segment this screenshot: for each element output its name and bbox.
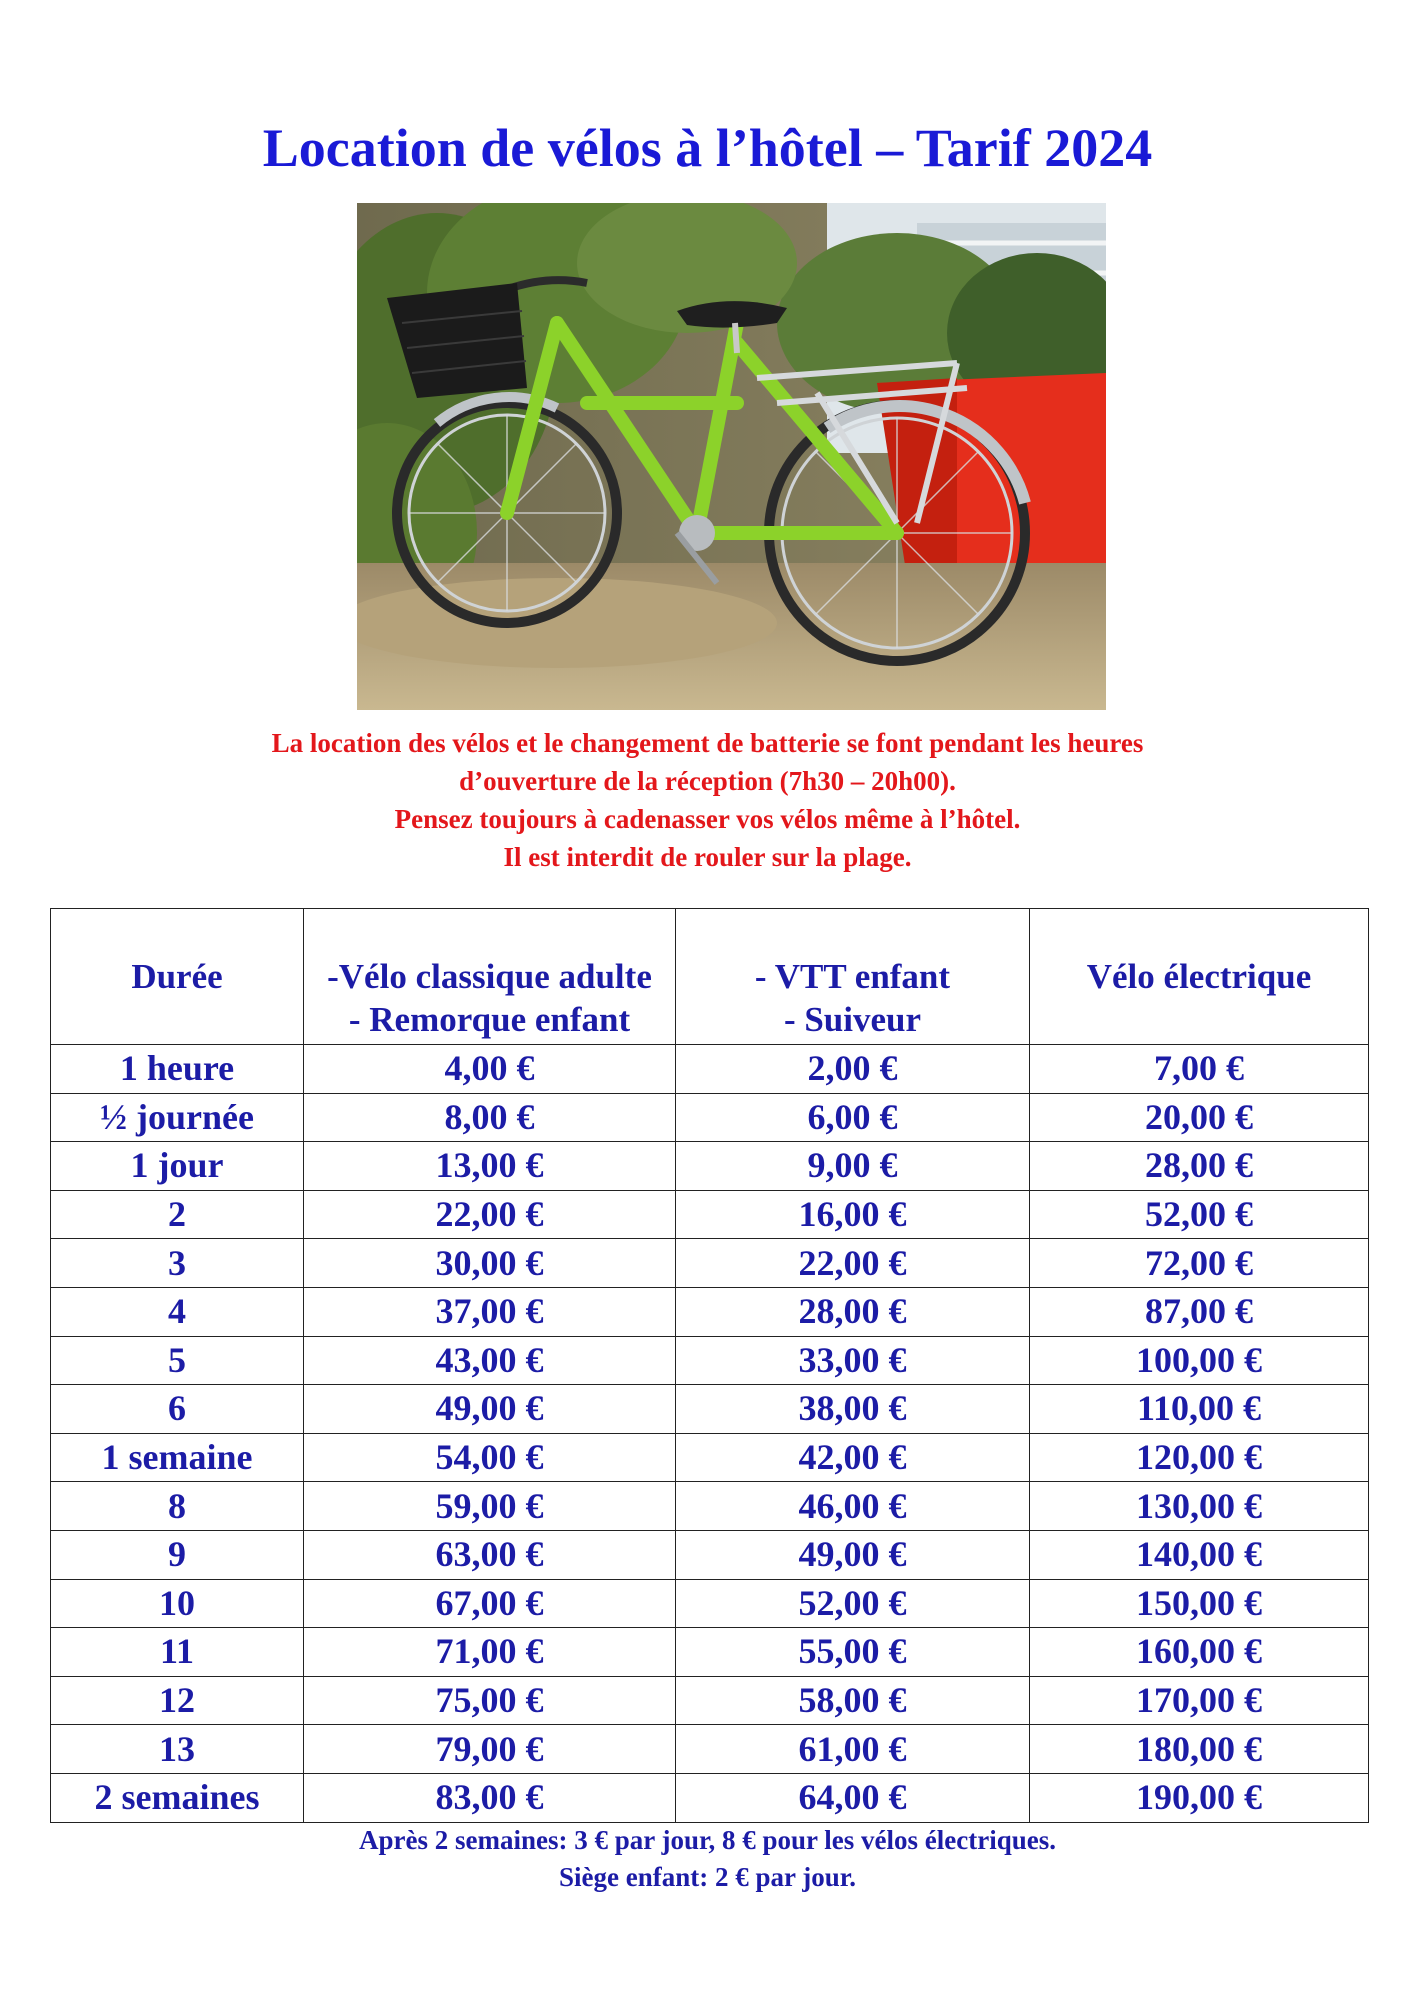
electric-price-cell: 28,00 € [1030,1142,1369,1191]
classic-price-cell: 79,00 € [304,1725,676,1774]
classic-price-cell: 22,00 € [304,1190,676,1239]
table-row [51,1190,1369,1239]
electric-price-cell: 20,00 € [1030,1093,1369,1142]
duration-cell: 9 [51,1530,304,1579]
header-classic-bike [304,909,676,1045]
table-row [51,1385,1369,1434]
classic-price-cell: 63,00 € [304,1530,676,1579]
footer-line: Siège enfant: 2 € par jour. [559,1862,856,1892]
table-header-row [51,909,1369,1045]
header-line: -Vélo classique adulte [327,957,652,996]
kids-price-cell: 52,00 € [676,1579,1030,1628]
duration-cell: 8 [51,1482,304,1531]
duration-cell: 2 semaines [51,1773,304,1822]
header-line: - VTT enfant [754,957,951,996]
electric-price-cell: 100,00 € [1030,1336,1369,1385]
table-row [51,1093,1369,1142]
table-row [51,1142,1369,1191]
notice-line: Pensez toujours à cadenasser vos vélos même à l’hôtel. [394,804,1021,834]
kids-price-cell: 49,00 € [676,1530,1030,1579]
kids-price-cell: 22,00 € [676,1239,1030,1288]
classic-price-cell: 67,00 € [304,1579,676,1628]
duration-cell: 12 [51,1676,304,1725]
header-electric-bike [1030,909,1369,1045]
table-row [51,1676,1369,1725]
duration-cell: 1 semaine [51,1433,304,1482]
duration-cell: 1 heure [51,1045,304,1094]
kids-price-cell: 42,00 € [676,1433,1030,1482]
table-row [51,1773,1369,1822]
table-row [51,1287,1369,1336]
kids-price-cell: 61,00 € [676,1725,1030,1774]
electric-price-cell: 72,00 € [1030,1239,1369,1288]
duration-cell: 2 [51,1190,304,1239]
header-line: - Suiveur [783,1000,922,1039]
table-row [51,1530,1369,1579]
kids-price-cell: 58,00 € [676,1676,1030,1725]
electric-price-cell: 120,00 € [1030,1433,1369,1482]
classic-price-cell: 37,00 € [304,1287,676,1336]
duration-cell: 3 [51,1239,304,1288]
electric-price-cell: 87,00 € [1030,1287,1369,1336]
classic-price-cell: 49,00 € [304,1385,676,1434]
table-row [51,1579,1369,1628]
classic-price-cell: 54,00 € [304,1433,676,1482]
electric-price-cell: 150,00 € [1030,1579,1369,1628]
table-row [51,1336,1369,1385]
duration-cell: 5 [51,1336,304,1385]
table-row [51,1045,1369,1094]
duration-cell: 11 [51,1628,304,1677]
footer-line: Après 2 semaines: 3 € par jour, 8 € pour les vélos électriques. [359,1825,1056,1855]
classic-price-cell: 8,00 € [304,1093,676,1142]
classic-price-cell: 30,00 € [304,1239,676,1288]
kids-price-cell: 2,00 € [676,1045,1030,1094]
kids-price-cell: 6,00 € [676,1093,1030,1142]
price-table [50,908,1369,1823]
kids-price-cell: 64,00 € [676,1773,1030,1822]
electric-price-cell: 160,00 € [1030,1628,1369,1677]
electric-price-cell: 170,00 € [1030,1676,1369,1725]
table-row [51,1239,1369,1288]
kids-price-cell: 46,00 € [676,1482,1030,1531]
duration-cell: 10 [51,1579,304,1628]
classic-price-cell: 4,00 € [304,1045,676,1094]
electric-price-cell: 52,00 € [1030,1190,1369,1239]
classic-price-cell: 83,00 € [304,1773,676,1822]
table-row [51,1628,1369,1677]
duration-cell: 1 jour [51,1142,304,1191]
electric-price-cell: 110,00 € [1030,1385,1369,1434]
table-row [51,1433,1369,1482]
electric-price-cell: 140,00 € [1030,1530,1369,1579]
table-row [51,1482,1369,1531]
header-line: Vélo électrique [1086,957,1312,996]
kids-price-cell: 38,00 € [676,1385,1030,1434]
kids-price-cell: 9,00 € [676,1142,1030,1191]
bicycle-photo [357,203,1106,710]
duration-cell: 6 [51,1385,304,1434]
notice-line: Il est interdit de rouler sur la plage. [503,842,912,872]
rental-notice [0,724,1415,876]
kids-price-cell: 28,00 € [676,1287,1030,1336]
classic-price-cell: 75,00 € [304,1676,676,1725]
duration-cell: 4 [51,1287,304,1336]
classic-price-cell: 59,00 € [304,1482,676,1531]
classic-price-cell: 43,00 € [304,1336,676,1385]
table-row [51,1725,1369,1774]
kids-price-cell: 16,00 € [676,1190,1030,1239]
classic-price-cell: 13,00 € [304,1142,676,1191]
kids-price-cell: 55,00 € [676,1628,1030,1677]
header-kids-bike [676,909,1030,1045]
notice-line: La location des vélos et le changement de batterie se font pendant les heures [271,728,1144,758]
electric-price-cell: 130,00 € [1030,1482,1369,1531]
electric-price-cell: 7,00 € [1030,1045,1369,1094]
header-line: - Remorque enfant [348,1000,631,1039]
notice-line: d’ouverture de la réception (7h30 – 20h00). [459,766,956,796]
electric-price-cell: 190,00 € [1030,1773,1369,1822]
header-line: Durée [131,957,223,996]
page-title: Location de vélos à l’hôtel – Tarif 2024 [262,118,1153,178]
duration-cell: 13 [51,1725,304,1774]
electric-price-cell: 180,00 € [1030,1725,1369,1774]
classic-price-cell: 71,00 € [304,1628,676,1677]
duration-cell: ½ journée [51,1093,304,1142]
kids-price-cell: 33,00 € [676,1336,1030,1385]
footer-note [0,1822,1415,1896]
header-duration [51,909,304,1045]
bicycle-icon [357,203,1106,710]
